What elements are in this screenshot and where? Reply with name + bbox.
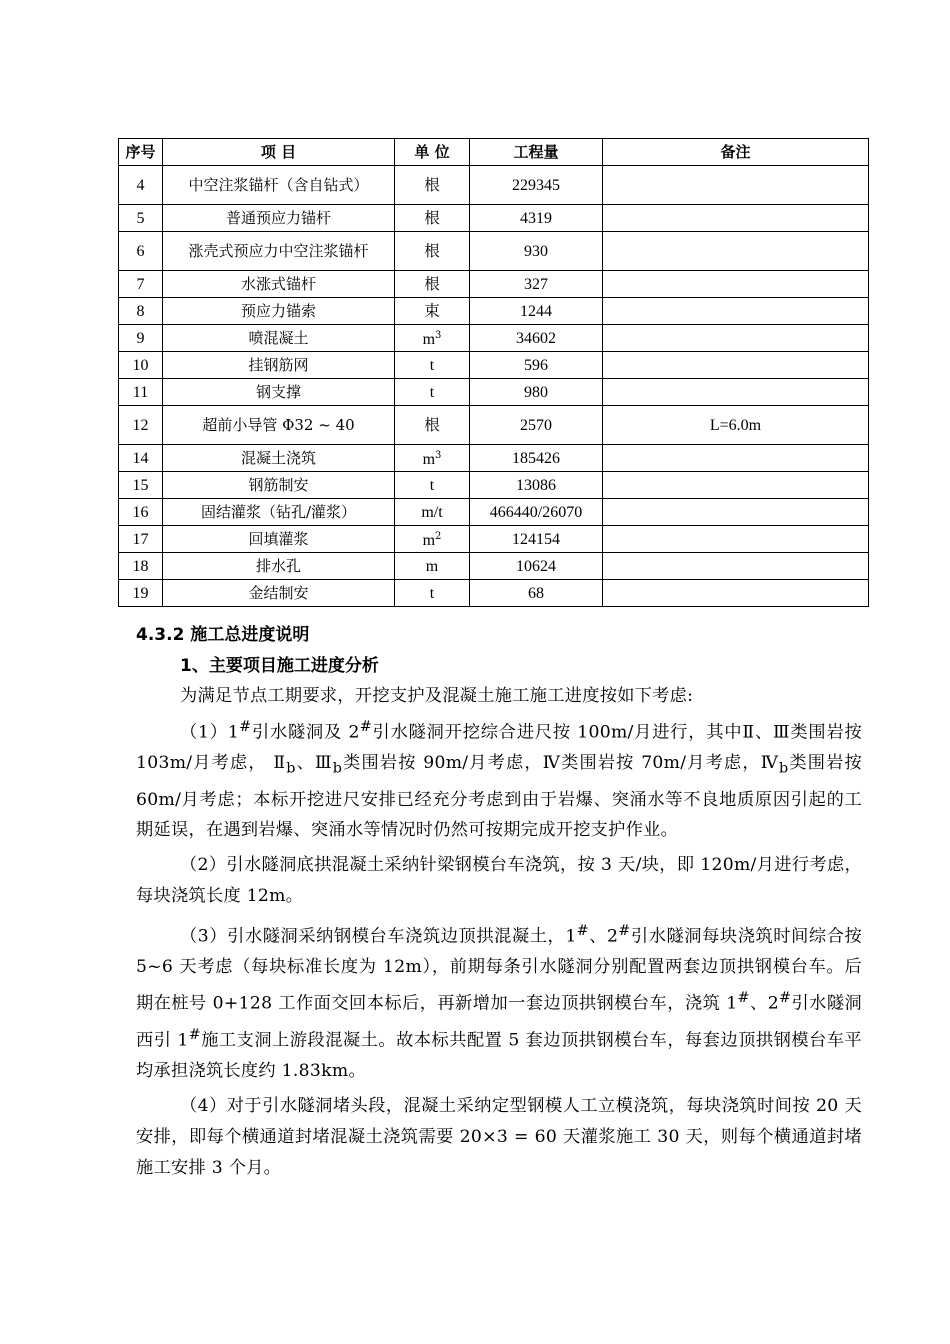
- row-qty: 980: [470, 379, 603, 406]
- row-unit: m/t: [395, 499, 470, 526]
- row-no: 12: [119, 406, 163, 445]
- row-qty: 1244: [470, 298, 603, 325]
- row-no: 14: [119, 445, 163, 472]
- table-row: [119, 526, 869, 553]
- row-item: 混凝土浇筑: [163, 445, 395, 472]
- row-qty: 466440/26070: [470, 499, 603, 526]
- row-no: 4: [119, 166, 163, 205]
- row-note: [603, 325, 869, 352]
- row-note: [603, 445, 869, 472]
- row-unit: 根: [395, 232, 470, 271]
- row-qty: 124154: [470, 526, 603, 553]
- row-unit: 根: [395, 406, 470, 445]
- row-item: 排水孔: [163, 553, 395, 580]
- row-item: 超前小导管 Φ32 ~ 40: [163, 406, 395, 445]
- table-row: [119, 298, 869, 325]
- row-item: 钢筋制安: [163, 472, 395, 499]
- row-qty: 34602: [470, 325, 603, 352]
- row-no: 9: [119, 325, 163, 352]
- row-note: L=6.0m: [603, 406, 869, 445]
- table-row: [119, 271, 869, 298]
- row-qty: 327: [470, 271, 603, 298]
- row-unit: m: [395, 553, 470, 580]
- row-no: 18: [119, 553, 163, 580]
- row-qty: 930: [470, 232, 603, 271]
- row-item: 金结制安: [163, 580, 395, 607]
- table-row: [119, 352, 869, 379]
- row-unit: 根: [395, 205, 470, 232]
- row-note: [603, 499, 869, 526]
- table-body: [119, 166, 869, 607]
- row-note: [603, 298, 869, 325]
- row-note: [603, 232, 869, 271]
- row-item: 中空注浆锚杆（含自钻式）: [163, 166, 395, 205]
- row-qty: 10624: [470, 553, 603, 580]
- row-unit: 根: [395, 166, 470, 205]
- row-unit: $m^3$: [395, 325, 470, 352]
- row-unit: t: [395, 472, 470, 499]
- intro-paragraph: 为满足节点工期要求，开挖支护及混凝土施工施工进度按如下考虑:: [180, 686, 694, 706]
- row-unit: 根: [395, 271, 470, 298]
- row-no: 11: [119, 379, 163, 406]
- row-qty: 596: [470, 352, 603, 379]
- row-note: [603, 205, 869, 232]
- row-unit: t: [395, 379, 470, 406]
- table-row: [119, 379, 869, 406]
- row-item: 涨壳式预应力中空注浆锚杆: [163, 232, 395, 271]
- table-row: [119, 232, 869, 271]
- table-row: [119, 205, 869, 232]
- paragraph-2: （2）引水隧洞底拱混凝土采纳针梁钢模台车浇筑，按 3 天/块，即 120m/月进行考虑，每块浇筑长度 12m。: [136, 855, 862, 906]
- paragraph-3: （3）引水隧洞采纳钢模台车浇筑边顶拱混凝土，1#、2#引水隧洞每块浇筑时间综合按 5~6 天考虑（每块标准长度为 12m），前期每条引水隧洞分别配置两套边顶拱钢模台车。后期在桩号 0+128 工作面交回本标后，再新增加一套边顶拱钢模台车，浇筑 1#、2#引水隧洞西引 1#施工支洞上游段混凝土。故本标共配置 5 套边顶拱钢模台车，每套边顶拱钢模台车平均承担浇筑长度约 1.83km。: [136, 922, 863, 1082]
- header-no: 序号: [119, 139, 163, 166]
- row-item: 水涨式锚杆: [163, 271, 395, 298]
- row-item: 钢支撑: [163, 379, 395, 406]
- body-text: [136, 681, 862, 1183]
- row-note: [603, 271, 869, 298]
- table-header-row: [119, 139, 869, 166]
- table-row: [119, 499, 869, 526]
- row-unit: $m^3$: [395, 445, 470, 472]
- table-row: [119, 406, 869, 445]
- row-item: 固结灌浆（钻孔/灌浆）: [163, 499, 395, 526]
- row-qty: 4319: [470, 205, 603, 232]
- row-no: 6: [119, 232, 163, 271]
- row-item: 回填灌浆: [163, 526, 395, 553]
- row-unit: $m^2$: [395, 526, 470, 553]
- header-qty: 工程量: [470, 139, 603, 166]
- section-subheading: 1、主要项目施工进度分析: [180, 656, 379, 676]
- row-qty: 2570: [470, 406, 603, 445]
- row-no: 17: [119, 526, 163, 553]
- row-note: [603, 379, 869, 406]
- table-row: [119, 445, 869, 472]
- row-note: [603, 352, 869, 379]
- row-unit: 束: [395, 298, 470, 325]
- header-unit: 单 位: [395, 139, 470, 166]
- row-no: 7: [119, 271, 163, 298]
- paragraph-4: （4）对于引水隧洞堵头段，混凝土采纳定型钢模人工立模浇筑，每块浇筑时间按 20 天安排，即每个横通道封堵混凝土浇筑需要 20×3 = 60 天灌浆施工 30 天，则每个横通道封堵施工安排 3 个月。: [136, 1095, 862, 1178]
- header-note: 备注: [603, 139, 869, 166]
- row-note: [603, 526, 869, 553]
- row-item: 喷混凝土: [163, 325, 395, 352]
- table-row: [119, 553, 869, 580]
- row-unit: t: [395, 580, 470, 607]
- table-row: [119, 166, 869, 205]
- row-no: 16: [119, 499, 163, 526]
- row-qty: 185426: [470, 445, 603, 472]
- row-qty: 229345: [470, 166, 603, 205]
- row-no: 15: [119, 472, 163, 499]
- row-note: [603, 580, 869, 607]
- row-note: [603, 166, 869, 205]
- row-item: 挂钢筋网: [163, 352, 395, 379]
- row-note: [603, 472, 869, 499]
- table-row: [119, 325, 869, 352]
- row-no: 5: [119, 205, 163, 232]
- section-heading: 4.3.2 施工总进度说明: [136, 625, 310, 645]
- row-item: 普通预应力锚杆: [163, 205, 395, 232]
- row-unit: t: [395, 352, 470, 379]
- row-no: 19: [119, 580, 163, 607]
- row-qty: 13086: [470, 472, 603, 499]
- row-qty: 68: [470, 580, 603, 607]
- quantity-table: [118, 138, 869, 607]
- paragraph-1: （1）1#引水隧洞及 2#引水隧洞开挖综合进尺按 100m/月进行，其中Ⅱ、Ⅲ类围岩按 103m/月考虑， $Ⅱ_b$、$Ⅲ_b$类围岩按 90m/月考虑，Ⅳ类围岩按 70m/月考虑，$Ⅳ_b$类围岩按 60m/月考虑；本标开挖进尺安排已经充分考虑到由于岩爆、突涌水等不良地质原因引起的工期延误，在遇到岩爆、突涌水等情况时仍然可按期完成开挖支护作业。: [136, 718, 862, 841]
- table-row: [119, 472, 869, 499]
- row-note: [603, 553, 869, 580]
- table-row: [119, 580, 869, 607]
- header-item: 项 目: [163, 139, 395, 166]
- row-no: 8: [119, 298, 163, 325]
- row-no: 10: [119, 352, 163, 379]
- row-item: 预应力锚索: [163, 298, 395, 325]
